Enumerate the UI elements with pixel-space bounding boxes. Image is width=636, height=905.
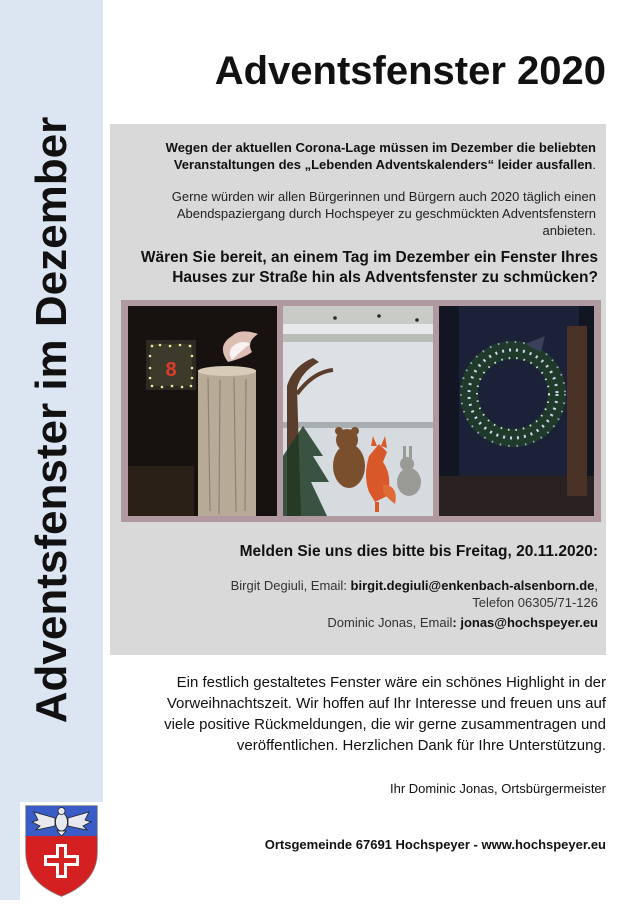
offer-line-1: Gerne würden wir allen Bürgerinnen und Bürgern auch 2020 täglich einen	[171, 189, 596, 204]
intro-line-2	[120, 156, 596, 173]
contact-1-label: Birgit Degiuli, Email:	[230, 578, 351, 593]
footer: Ortsgemeinde 67691 Hochspeyer - www.hochspeyer.eu	[264, 837, 606, 852]
contact-jonas	[120, 614, 598, 631]
intro-line-2-period: .	[592, 157, 596, 172]
closing-line-1: Ein festlich gestaltetes Fenster wäre ein schönes Highlight in der	[176, 674, 606, 691]
page-title: Adventsfenster 2020	[214, 49, 606, 93]
sidebar	[0, 0, 103, 900]
closing-line-3: viele positive Rückmeldungen, die wir gerne zusammentragen und	[164, 716, 606, 733]
vertical-title: Adventsfenster im Dezember	[27, 116, 76, 724]
photo-candle-log	[128, 306, 277, 516]
offer-line-2: Abendspaziergang durch Hochspeyer zu geschmückten Adventsfenstern	[176, 206, 596, 221]
contact-phone: Telefon 06305/71-126	[472, 595, 598, 610]
offer-line-3: anbieten.	[542, 223, 596, 238]
coat-of-arms	[20, 802, 103, 900]
closing-line-4: veröffentlichen. Herzlichen Dank für Ihre Unterstützung.	[236, 737, 606, 754]
intro-line-2-text: Veranstaltungen des „Lebenden Adventskalenders“ leider ausfallen	[173, 157, 593, 172]
contact-degiuli	[120, 577, 598, 594]
intro-line-1: Wegen der aktuellen Corona-Lage müssen im Dezember die beliebten	[165, 140, 596, 155]
contact-3-colon: :	[452, 615, 461, 630]
closing-paragraph	[112, 672, 606, 756]
question-line-2: Hauses zur Straße hin als Adventsfenster zu schmücken?	[172, 269, 598, 286]
coat-of-arms-icon	[20, 802, 103, 900]
contact-1-comma: ,	[594, 578, 598, 593]
closing-line-2: Vorweihnachtszeit. Wir hoffen auf Ihr Interesse und freuen uns auf	[166, 695, 606, 712]
intro-paragraph	[120, 139, 596, 173]
question-heading	[118, 248, 598, 288]
contact-1-email[interactable]: birgit.degiuli@enkenbach-alsenborn.de	[350, 578, 595, 593]
contact-3-email[interactable]: jonas@hochspeyer.eu	[460, 615, 598, 630]
photo-collage	[121, 300, 601, 522]
question-line-1: Wären Sie bereit, an einem Tag im Dezember ein Fenster Ihres	[140, 249, 598, 266]
offer-paragraph	[120, 188, 596, 239]
contact-3-label: Dominic Jonas, Email	[327, 615, 453, 630]
photo-wreath	[439, 306, 594, 516]
photo1-sign-number: 8	[165, 359, 177, 381]
photo-window-animals	[283, 306, 433, 516]
deadline-heading: Melden Sie uns dies bitte bis Freitag, 20.11.2020:	[239, 543, 598, 560]
signature: Ihr Dominic Jonas, Ortsbürgermeister	[389, 781, 606, 796]
